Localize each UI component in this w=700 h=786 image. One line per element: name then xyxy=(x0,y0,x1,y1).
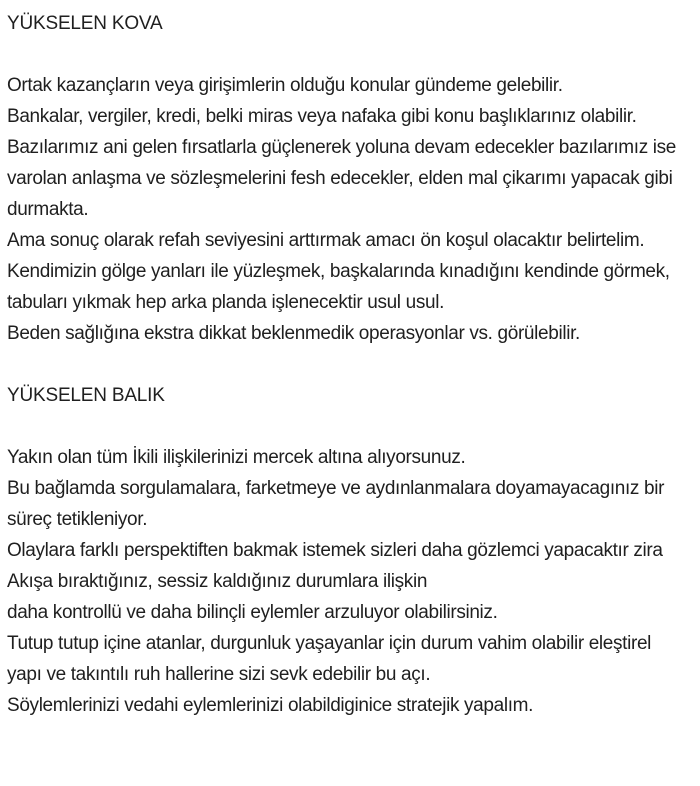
paragraph-line: Bankalar, vergiler, kredi, belki miras veya nafaka gibi konu başlıklarınız olabilir. xyxy=(7,106,637,127)
paragraph-line: Bu bağlamda sorgulamalara, farketmeye ve aydınlanmalara doyamayacagınız bir xyxy=(7,478,665,499)
paragraph-line: süreç tetikleniyor. xyxy=(7,509,148,530)
paragraph-line: Ama sonuç olarak refah seviyesini arttırmak amacı ön koşul olacaktır belirtelim. xyxy=(7,230,645,251)
spacer xyxy=(7,349,700,380)
paragraph-line: Söylemlerinizi vedahi eylemlerinizi olabildiginice stratejik yapalım. xyxy=(7,695,534,716)
paragraph-line: Olaylara farklı perspektiften bakmak istemek sizleri daha gözlemci yapacaktır zira xyxy=(7,540,663,561)
paragraph-line: Beden sağlığına ekstra dikkat beklenmedik operasyonlar vs. görülebilir. xyxy=(7,323,580,344)
paragraph-line: Ortak kazançların veya girişimlerin olduğu konular gündeme gelebilir. xyxy=(7,75,563,96)
section-title-balik: YÜKSELEN BALIK xyxy=(7,385,165,406)
paragraph-line: varolan anlaşma ve sözleşmelerini fesh edecekler, elden mal çikarımı yapacak gibi xyxy=(7,168,673,189)
section-body-kova xyxy=(7,70,700,349)
paragraph-line: Akışa bıraktığınız, sessiz kaldığınız durumlara ilişkin xyxy=(7,571,428,592)
paragraph-line: durmakta. xyxy=(7,199,89,220)
paragraph-line: Kendimizin gölge yanları ile yüzleşmek, başkalarında kınadığını kendinde görmek, xyxy=(7,261,670,282)
paragraph-line: Bazılarımız ani gelen fırsatlarla güçlenerek yoluna devam edecekler bazılarımız ise xyxy=(7,137,677,158)
spacer xyxy=(7,39,700,70)
paragraph-line: daha kontrollü ve daha bilinçli eylemler arzuluyor olabilirsiniz. xyxy=(7,602,498,623)
paragraph-line: Yakın olan tüm İkili ilişkilerinizi mercek altına alıyorsunuz. xyxy=(7,447,466,468)
paragraph-line: Tutup tutup içine atanlar, durgunluk yaşayanlar için durum vahim olabilir eleştirel xyxy=(7,633,652,654)
paragraph-line: tabuları yıkmak hep arka planda işlenecektir usul usul. xyxy=(7,292,444,313)
section-body-balik xyxy=(7,442,700,721)
section-title-kova: YÜKSELEN KOVA xyxy=(7,13,163,34)
paragraph-line: yapı ve takıntılı ruh hallerine sizi sevk edebilir bu açı. xyxy=(7,664,431,685)
spacer xyxy=(7,411,700,442)
